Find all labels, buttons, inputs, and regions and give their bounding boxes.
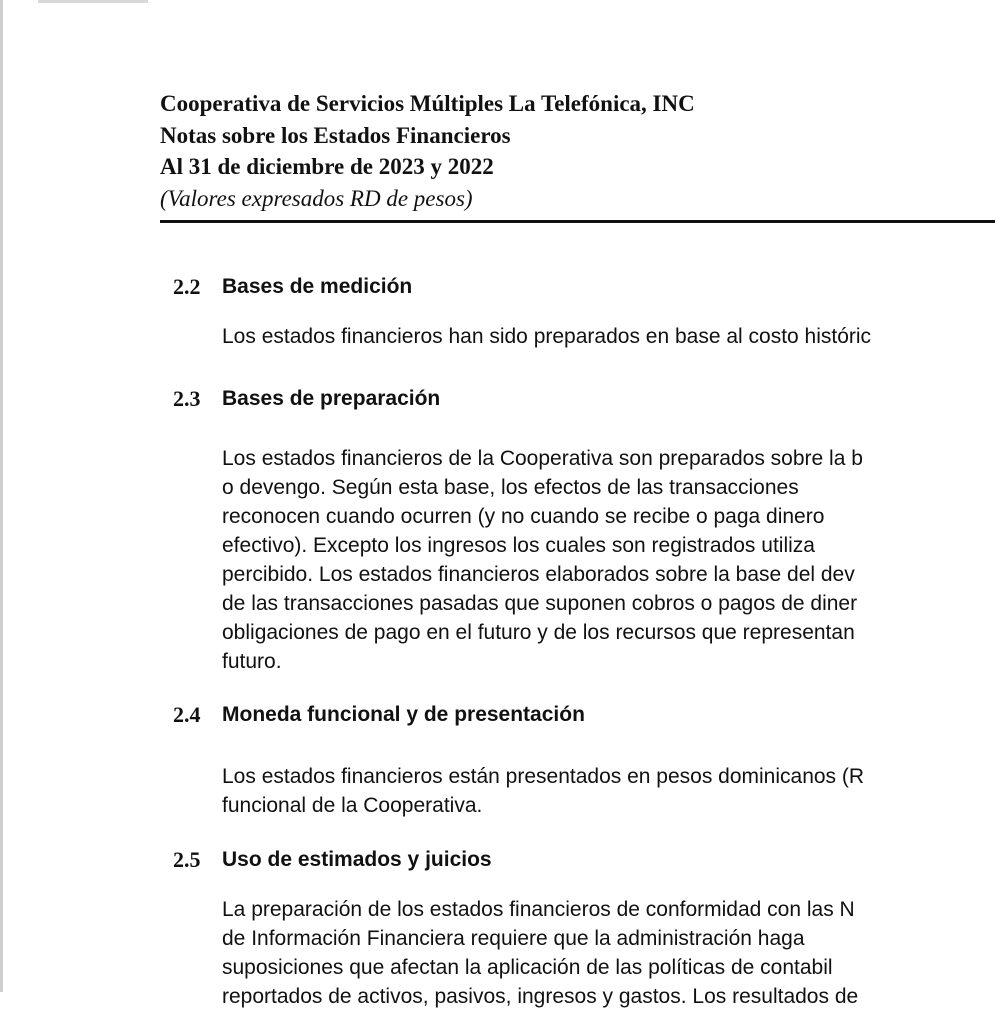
paragraph-line: obligaciones de pago en el futuro y de los recursos que representan <box>222 621 855 644</box>
paragraph-line: funcional de la Cooperativa. <box>222 794 483 817</box>
paragraph-line: suposiciones que afectan la aplicación de las políticas de contabil <box>222 956 833 979</box>
section-number: 2.3 <box>173 386 201 411</box>
currency-note: (Valores expresados RD de pesos) <box>160 185 473 211</box>
section-number: 2.2 <box>173 274 201 299</box>
paragraph-line: de Información Financiera requiere que la administración haga <box>222 927 805 950</box>
company-name: Cooperativa de Servicios Múltiples La Telefónica, INC <box>160 91 695 116</box>
paragraph-line: Los estados financieros han sido preparados en base al costo históric <box>222 325 872 348</box>
section-title: Bases de preparación <box>222 387 441 410</box>
section-number: 2.4 <box>173 702 201 727</box>
section-number: 2.5 <box>173 847 201 872</box>
paragraph-line: reconocen cuando ocurren (y no cuando se recibe o paga dinero <box>222 505 825 528</box>
section-title: Moneda funcional y de presentación <box>222 703 585 726</box>
section-paragraph <box>222 895 995 1008</box>
paragraph-line: Los estados financieros de la Cooperativa son preparados sobre la b <box>222 447 863 470</box>
section-paragraph <box>222 762 995 820</box>
report-date: Al 31 de diciembre de 2023 y 2022 <box>160 154 494 179</box>
paragraph-line: efectivo). Excepto los ingresos los cuales son registrados utiliza <box>222 534 815 557</box>
paragraph-line: reportados de activos, pasivos, ingresos y gastos. Los resultados de <box>222 985 859 1008</box>
paragraph-line: o devengo. Según esta base, los efectos de las transacciones <box>222 476 799 499</box>
paragraph-line: La preparación de los estados financieros de conformidad con las N <box>222 898 855 921</box>
paragraph-line: percibido. Los estados financieros elaborados sobre la base del dev <box>222 563 855 586</box>
paragraph-line: futuro. <box>222 650 282 673</box>
section-title: Bases de medición <box>222 275 413 298</box>
paragraph-line: de las transacciones pasadas que suponen cobros o pagos de diner <box>222 592 858 615</box>
section-paragraph <box>222 444 995 676</box>
section-paragraph <box>222 322 995 351</box>
section-title: Uso de estimados y juicios <box>222 848 492 871</box>
document-title: Notas sobre los Estados Financieros <box>160 122 511 148</box>
paragraph-line: Los estados financieros están presentados en pesos dominicanos (R <box>222 765 865 788</box>
